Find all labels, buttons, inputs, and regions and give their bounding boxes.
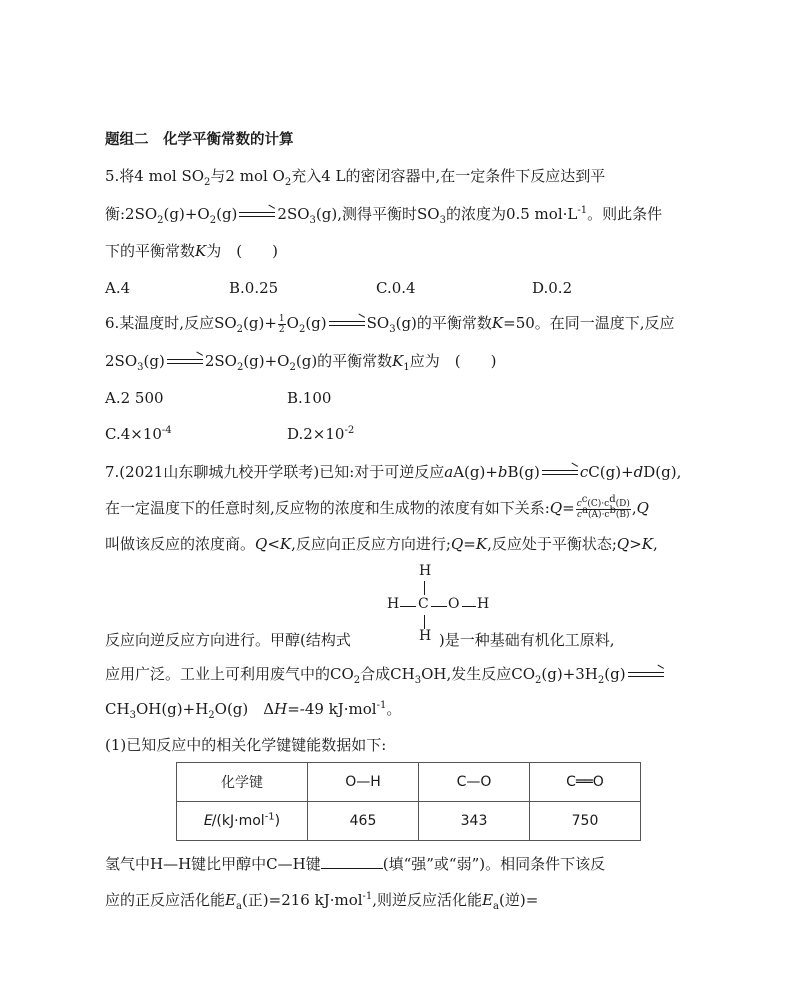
table-cell: 465 (308, 802, 419, 841)
q6-line2: $2SO_3(g)$ $2SO_2(g)+O_2(g)$的平衡常数$K_1$应为 ( ) (105, 352, 497, 373)
q6-option-c: $C.4\times 10^{-4}$ (105, 425, 172, 443)
q7-line2: 在一定温度下的任意时刻,反应物的浓度和生成物的浓度有如下关系:Q= $\frac{c^c(C)\cdot c^d(D)}{c^a(A)\cdot c^b(B)}$ ,Q (105, 493, 649, 520)
equilibrium-arrow-icon (329, 319, 365, 329)
concentration-quotient-fraction: $\frac{c^c(C)\cdot c^d(D)}{c^a(A)\cdot c^b(B)}$ (576, 493, 630, 520)
q7-line1: 7.(2021山东聊城九校开学联考)已知:对于可逆反应aA(g)+bB(g) cC(g)+dD(g), (105, 463, 682, 481)
table-cell: 750 (530, 802, 641, 841)
bond-energy-table (176, 762, 641, 841)
q5-option-b: B.0.25 (229, 279, 279, 297)
table-header: O—H (308, 763, 419, 802)
table-row-label: E/(kJ·mol$^{-1}$) (177, 802, 308, 841)
q7-line7: 氢气中H—H键比甲醇中C—H键 (填“强”或“弱”)。相同条件下该反 (105, 855, 606, 873)
q5-option-d: D.0.2 (532, 279, 573, 297)
equilibrium-arrow-icon (542, 468, 578, 478)
equilibrium-arrow-icon (167, 357, 203, 367)
q6-option-b: B.100 (287, 389, 332, 407)
q6-line1: 6.某温度时,反应$SO_2(g)+$ $\frac{1}{2}$ $O_2(g)$ $SO_3(g)$的平衡常数K=50。在同一温度下,反应 (105, 313, 675, 335)
q7-sub1: (1)已知反应中的相关化学键键能数据如下: (105, 736, 387, 754)
q6-option-a: A.2 500 (105, 389, 164, 407)
table-header: 化学键 (177, 763, 308, 802)
q7-line6: $CH_3OH(g)+H_2O(g)$ ΔH=-49 kJ·mol$^{-1}$。 (105, 700, 402, 721)
section-title: 题组二 化学平衡常数的计算 (105, 132, 294, 148)
table-header: C—O (419, 763, 530, 802)
q5-line2: 衡$:2SO_2(g)+O_2(g)$ $2SO_3(g)$,测得平衡时$SO_3$的浓度为0.5 $mol\cdot L^{-1}$。则此条件 (105, 205, 663, 226)
q5-option-c: C.0.4 (376, 279, 416, 297)
answer-blank[interactable] (321, 854, 383, 869)
q5-option-a: A.4 (105, 279, 131, 297)
q7-line3: 叫做该反应的浓度商。Q<K,反应向正反应方向进行;Q=K,反应处于平衡状态;Q>K, (105, 535, 658, 553)
q7-line4: 反应向逆反应方向进行。甲醇(结构式 )是一种基础有机化工原料, (105, 631, 615, 649)
q5-line1: 5.将4 mol $SO_2$与2 mol $O_2$充入4 L的密闭容器中,在一定条件下反应达到平 (105, 167, 606, 188)
equilibrium-arrow-icon (628, 670, 664, 680)
q7-line8: 应的正反应活化能$E_a$(正)=216 kJ·mol$^{-1}$,则逆反应活化能$E_a$(逆)= (105, 891, 539, 912)
equilibrium-arrow-icon (239, 210, 275, 220)
table-cell: 343 (419, 802, 530, 841)
q5-line3: 下的平衡常数K为 ( ) (105, 242, 278, 260)
q6-option-d: $D.2\times 10^{-2}$ (287, 425, 355, 443)
fraction-half: $\frac{1}{2}$ (278, 313, 285, 335)
table-row (177, 763, 641, 802)
table-header: C══O (530, 763, 641, 802)
table-row (177, 802, 641, 841)
q7-line5: 应用广泛。工业上可利用废气中的$CO_2$合成$CH_3OH$,发生反应$CO_2(g)+3H_2(g)$ (105, 664, 666, 684)
methanol-structure: H H C O H H (387, 563, 490, 644)
